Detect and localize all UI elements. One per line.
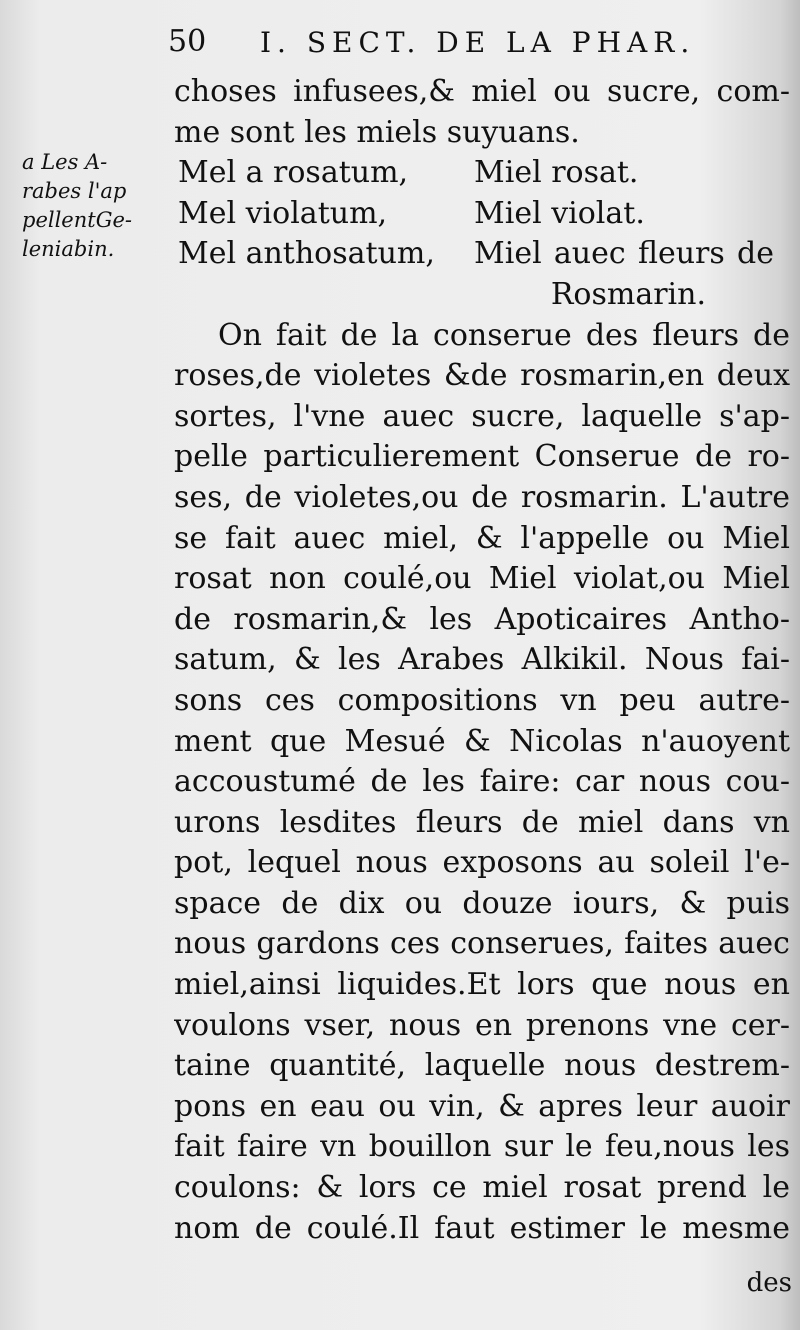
text-line: nom de coulé.Il faut estimer le mesme	[174, 1210, 790, 1246]
latin-name: Mel anthosatum,	[178, 236, 435, 272]
french-name: Miel rosat.	[474, 155, 639, 191]
latin-name: Mel a rosatum,	[178, 155, 409, 191]
table-continuation: Rosmarin.	[550, 276, 706, 312]
french-name: Miel auec fleurs de	[474, 236, 774, 272]
running-title: I. SECT. DE LA PHAR.	[260, 26, 696, 59]
text-line: rosat non coulé,ou Miel violat,ou Miel	[174, 561, 790, 597]
text-line: choses infusees,& miel ou sucre, com-	[174, 74, 790, 109]
text-line: miel,ainsi liquides.Et lors que nous en	[174, 967, 790, 1003]
body-text	[174, 72, 790, 1249]
text-line: ment que Mesué & Nicolas n'auoyent	[174, 723, 790, 759]
french-name: Miel violat.	[474, 195, 645, 231]
text-line: nous gardons ces conserues, faites auec	[174, 926, 790, 962]
catchword: des	[746, 1268, 792, 1298]
text-line: pelle particulierement Conserue de ro-	[174, 439, 790, 475]
margin-note-line: leniabin.	[22, 237, 115, 261]
margin-note-line: rabes l'ap	[22, 179, 127, 203]
text-line: space de dix ou douze iours, & puis	[174, 885, 790, 921]
text-line: sortes, l'vne auec sucre, laquelle s'ap-	[174, 398, 790, 434]
honey-table-row	[174, 153, 790, 194]
text-line: sons ces compositions vn peu autre-	[174, 682, 790, 718]
text-line: taine quantité, laquelle nous destrem-	[174, 1048, 790, 1084]
latin-name: Mel violatum,	[178, 195, 388, 231]
text-line: pot, lequel nous exposons au soleil l'e-	[174, 845, 790, 881]
text-line: me sont les miels suyuans.	[174, 114, 580, 150]
text-line: pons en eau ou vin, & apres leur auoir	[174, 1088, 790, 1124]
text-line: On fait de la conserue des fleurs de	[218, 317, 790, 353]
text-line: se fait auec miel, & l'appelle ou Miel	[174, 520, 790, 556]
text-line: accoustumé de les faire: car nous cou-	[174, 764, 790, 800]
text-line: urons lesdites fleurs de miel dans vn	[174, 804, 790, 840]
text-line: roses,de violetes &de rosmarin,en deux	[174, 358, 790, 394]
honey-table-row	[174, 194, 790, 235]
margin-note-line: pellentGe-	[22, 208, 132, 232]
honey-table-row	[174, 234, 790, 275]
text-line: voulons vser, nous en prenons vne cer-	[174, 1007, 790, 1043]
text-line: fait faire vn bouillon sur le feu,nous les	[174, 1129, 790, 1165]
margin-note-line: a Les A-	[22, 150, 108, 174]
text-line: satum, & les Arabes Alkikil. Nous fai-	[174, 642, 790, 678]
page-header	[168, 18, 728, 68]
margin-note	[22, 148, 172, 264]
text-line: de rosmarin,& les Apoticaires Antho-	[174, 601, 790, 637]
text-line: coulons: & lors ce miel rosat prend le	[174, 1170, 790, 1206]
text-line: ses, de violetes,ou de rosmarin. L'autre	[174, 479, 790, 515]
page-number: 50	[168, 24, 207, 59]
